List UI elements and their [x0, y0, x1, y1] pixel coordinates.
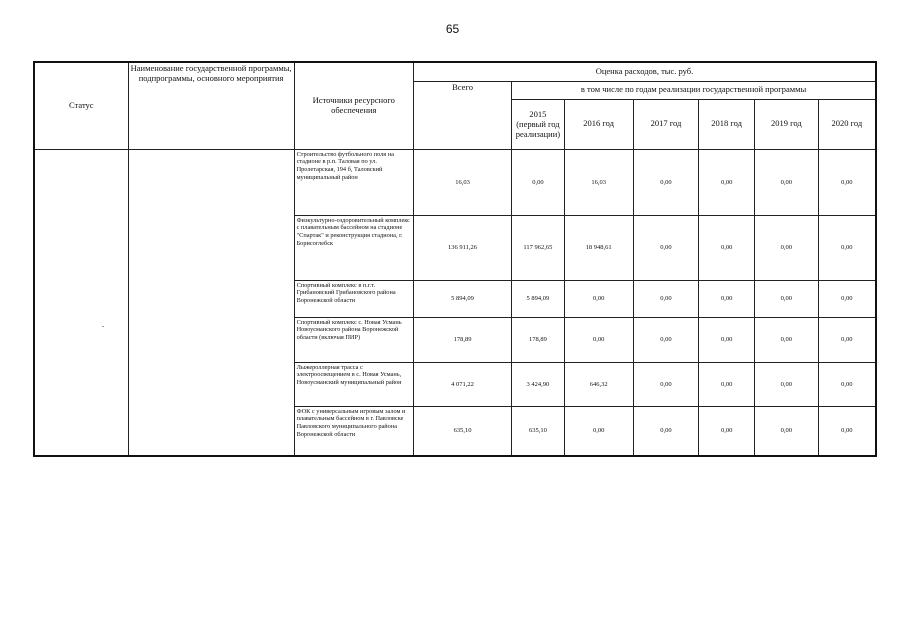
year-cell: 0,00 [564, 317, 633, 362]
header-year-2020: 2020 год [818, 99, 876, 149]
year-cell: 0,00 [699, 317, 755, 362]
source-cell: Лыжероллерная трасса с электроосвещением в с. Новая Усмань, Новоусманский муниципальный район [294, 362, 413, 406]
year-cell: 0,00 [818, 149, 876, 215]
status-cell [34, 149, 128, 456]
total-cell: 635,10 [413, 406, 511, 456]
total-cell: 16,03 [413, 149, 511, 215]
year-cell: 0,00 [512, 149, 565, 215]
header-year-2016: 2016 год [564, 99, 633, 149]
year-cell: 0,00 [754, 149, 818, 215]
year-cell: 0,00 [754, 406, 818, 456]
total-cell: 178,89 [413, 317, 511, 362]
year-cell: 0,00 [699, 280, 755, 317]
year-cell: 0,00 [633, 317, 699, 362]
header-program-name: Наименование государственной программы, подпрограммы, основного мероприятия [128, 62, 294, 149]
year-cell: 3 424,90 [512, 362, 565, 406]
source-cell: Строительство футбольного поля на стадионе в р.п. Таловая по ул. Пролетарская, 194 б, Таловский муниципальный район [294, 149, 413, 215]
scan-speck [102, 326, 104, 327]
year-cell: 0,00 [699, 149, 755, 215]
total-cell: 4 071,22 [413, 362, 511, 406]
year-cell: 0,00 [633, 215, 699, 280]
header-year-2015: 2015 (первый год реализации) [512, 99, 565, 149]
year-cell: 0,00 [633, 149, 699, 215]
source-cell: Спортивный комплекс с. Новая Усмань Новоусманского района Воронежской области (включая ПИР) [294, 317, 413, 362]
source-cell: Спортивный комплекс в п.г.т. Грибановский Грибановского района Воронежской области [294, 280, 413, 317]
year-cell: 0,00 [699, 406, 755, 456]
header-cost-estimate: Оценка расходов, тыс. руб. [413, 62, 876, 81]
budget-table [33, 61, 877, 457]
year-cell: 0,00 [754, 215, 818, 280]
year-cell: 0,00 [818, 317, 876, 362]
source-cell: ФОК с универсальным игровым залом и плавательным бассейном в г. Павловске Павловского муниципального района Воронежской области [294, 406, 413, 456]
year-cell: 0,00 [754, 317, 818, 362]
year-cell: 635,10 [512, 406, 565, 456]
year-cell: 5 894,09 [512, 280, 565, 317]
year-cell: 0,00 [818, 215, 876, 280]
year-cell: 178,89 [512, 317, 565, 362]
header-sources: Источники ресурсного обеспечения [294, 62, 413, 149]
header-year-2018: 2018 год [699, 99, 755, 149]
year-cell: 18 948,61 [564, 215, 633, 280]
year-cell: 0,00 [818, 406, 876, 456]
year-cell: 0,00 [699, 362, 755, 406]
total-cell: 5 894,09 [413, 280, 511, 317]
page-number: 65 [445, 22, 460, 36]
year-cell: 0,00 [754, 362, 818, 406]
year-cell: 0,00 [564, 280, 633, 317]
header-year-2017: 2017 год [633, 99, 699, 149]
year-cell: 0,00 [633, 280, 699, 317]
year-cell: 646,32 [564, 362, 633, 406]
year-cell: 0,00 [564, 406, 633, 456]
year-cell: 117 962,65 [512, 215, 565, 280]
header-year-2019: 2019 год [754, 99, 818, 149]
source-cell: Физкультурно-оздоровительный комплекс с плавательным бассейном на стадионе "Спартак" и реконструкция стадиона, г. Борисоглебск [294, 215, 413, 280]
year-cell: 16,03 [564, 149, 633, 215]
year-cell: 0,00 [754, 280, 818, 317]
year-cell: 0,00 [633, 362, 699, 406]
year-cell: 0,00 [633, 406, 699, 456]
header-total: Всего [413, 81, 511, 149]
year-cell: 0,00 [699, 215, 755, 280]
header-by-years: в том числе по годам реализации государственной программы [512, 81, 876, 99]
year-cell: 0,00 [818, 280, 876, 317]
program-name-cell [128, 149, 294, 456]
table-row [34, 149, 876, 215]
year-cell: 0,00 [818, 362, 876, 406]
header-status: Статус [34, 62, 128, 149]
total-cell: 136 911,26 [413, 215, 511, 280]
